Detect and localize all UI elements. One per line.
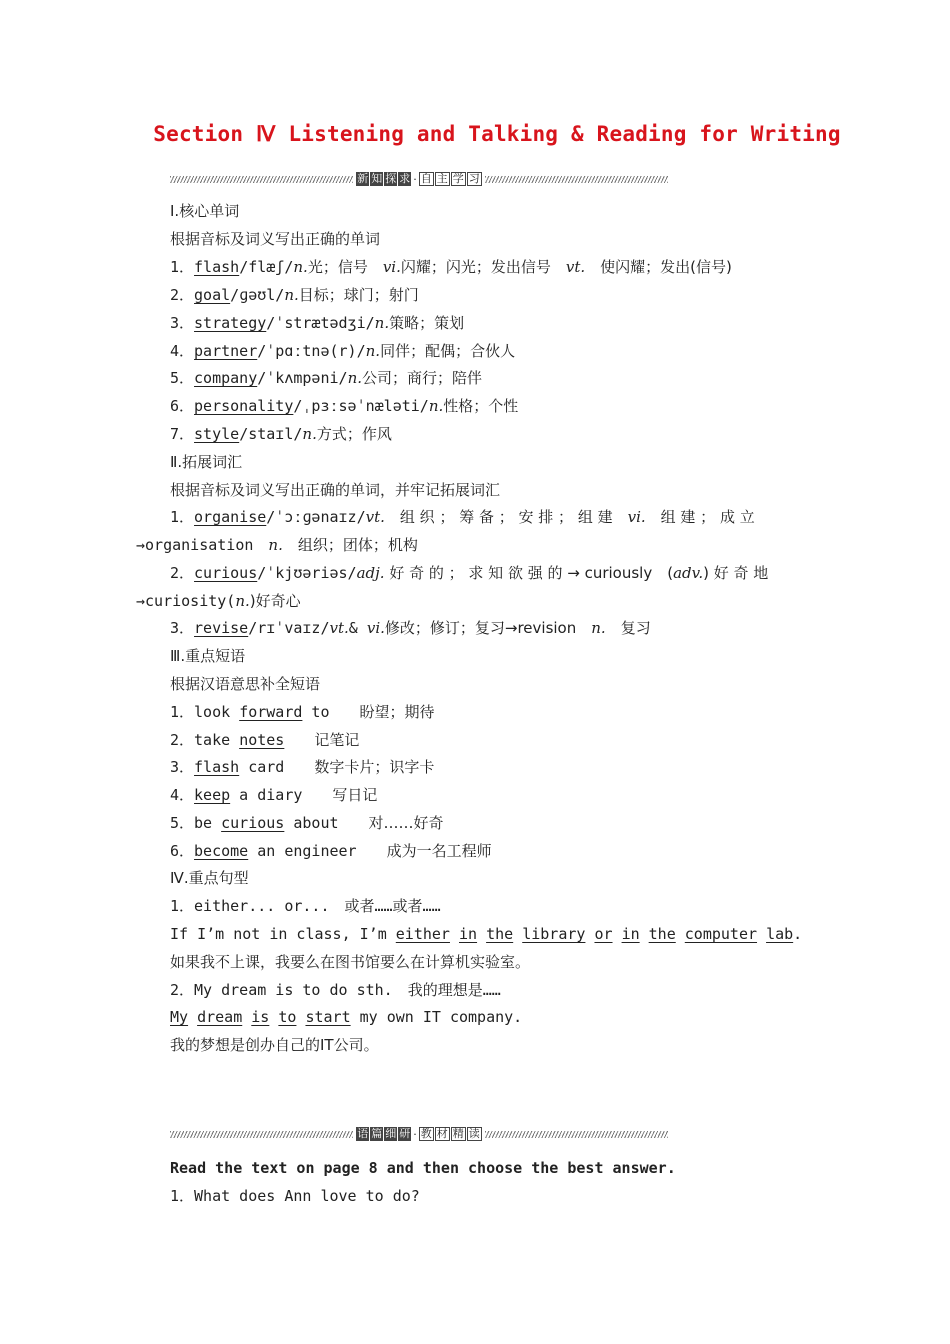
answer-word: flash xyxy=(194,758,240,776)
banner-char: 教 xyxy=(420,1127,432,1140)
example-sentence: If I’m not in class, I’m either in the library or in the computer lab. xyxy=(170,925,803,943)
answer-word: notes xyxy=(239,731,285,749)
answer-word: is xyxy=(251,1008,270,1026)
answer-word: in xyxy=(459,925,478,943)
vocab-item: 3．revise/rɪˈvaɪz/vt.& vi.修改；修订；复习→revision n. 复习 xyxy=(170,619,651,637)
sentence-pattern: 1．either... or... 或者……或者…… xyxy=(170,897,441,915)
banner-char: 习 xyxy=(468,172,480,185)
answer-word: to xyxy=(278,1008,297,1026)
translation: 我的梦想是创办自己的IT公司。 xyxy=(170,1036,379,1054)
banner-char: 篇 xyxy=(371,1127,383,1140)
vocab-item: 4．partner/ˈpɑːtnə(r)/n.同伴；配偶；合伙人 xyxy=(170,342,516,360)
phrase-item: 1．look forward to 盼望；期待 xyxy=(170,703,435,721)
answer-word: in xyxy=(621,925,640,943)
vocab-item: 1．organise/ˈɔːɡənaɪz/vt. 组 织 ； 筹 备 ； 安 排 ； 组 建 vi. 组 建 ； 成 立 xyxy=(170,508,755,526)
section-heading: Ⅰ.核心单词 xyxy=(170,202,240,220)
answer-word: or xyxy=(594,925,613,943)
banner-char: 主 xyxy=(436,172,448,185)
banner-char: 语 xyxy=(357,1127,369,1140)
sentence-pattern: 2．My dream is to do sth. 我的理想是…… xyxy=(170,981,501,999)
answer-word: dream xyxy=(197,1008,243,1026)
banner-dot: · xyxy=(413,1127,417,1141)
answer-word: start xyxy=(305,1008,351,1026)
answer-word: My xyxy=(170,1008,189,1026)
banner-char: 自 xyxy=(420,172,432,185)
phrase-item: 5．be curious about 对……好奇 xyxy=(170,814,444,832)
section-banner-self-study xyxy=(170,172,668,186)
vocab-item: 7．style/staɪl/n.方式；作风 xyxy=(170,425,392,443)
banner-char: 探 xyxy=(385,172,397,185)
banner-char: 求 xyxy=(399,172,411,185)
answer-word: style xyxy=(194,425,240,443)
banner-hatch xyxy=(170,176,353,183)
banner-char: 新 xyxy=(357,172,369,185)
example-sentence: My dream is to start my own IT company. xyxy=(170,1008,523,1026)
banner-label xyxy=(353,1127,485,1141)
instruction: 根据音标及词义写出正确的单词 xyxy=(170,230,381,248)
section-banner-text-reading xyxy=(170,1127,668,1141)
section-heading: Ⅱ.拓展词汇 xyxy=(170,453,243,471)
vocab-derivative: →curiosity(n.)好奇心 xyxy=(136,592,301,610)
answer-word: company xyxy=(194,369,258,387)
vocab-item: 6．personality/ˌpɜːsəˈnæləti/n.性格；个性 xyxy=(170,397,519,415)
answer-word: become xyxy=(194,842,249,860)
vocab-item: 1．flash/flæʃ/n.光；信号 vi.闪耀；闪光；发出信号 vt. 使闪耀；发出(信号) xyxy=(170,258,732,276)
banner-hatch xyxy=(170,1131,353,1138)
banner-char: 研 xyxy=(399,1127,411,1140)
vocab-item: 5．company/ˈkʌmpəni/n.公司；商行；陪伴 xyxy=(170,369,483,387)
answer-word: partner xyxy=(194,342,258,360)
section-heading: Ⅳ.重点句型 xyxy=(170,869,249,887)
answer-word: personality xyxy=(194,397,294,415)
vocab-item: 2．curious/ˈkjʊəriəs/adj. 好 奇 的 ； 求 知 欲 强 的 → curiously (adv.) 好 奇 地 xyxy=(170,564,769,582)
answer-word: either xyxy=(395,925,450,943)
question: 1．What does Ann love to do? xyxy=(170,1187,420,1205)
answer-word: strategy xyxy=(194,314,267,332)
banner-label xyxy=(353,172,485,186)
instruction: 根据音标及词义写出正确的单词，并牢记拓展词汇 xyxy=(170,481,501,499)
answer-word: forward xyxy=(239,703,303,721)
banner-char: 材 xyxy=(436,1127,448,1140)
section-heading: Ⅲ.重点短语 xyxy=(170,647,246,665)
banner-char: 学 xyxy=(452,172,464,185)
answer-word: library xyxy=(522,925,586,943)
answer-word: goal xyxy=(194,286,231,304)
banner-hatch xyxy=(485,176,668,183)
banner-char: 细 xyxy=(385,1127,397,1140)
answer-word: computer xyxy=(684,925,758,943)
answer-word: the xyxy=(486,925,514,943)
translation: 如果我不上课，我要么在图书馆要么在计算机实验室。 xyxy=(170,953,531,971)
answer-word: keep xyxy=(194,786,231,804)
reading-instruction: Read the text on page 8 and then choose the best answer. xyxy=(170,1159,676,1177)
vocab-item: 3．strategy/ˈstrætədʒi/n.策略；策划 xyxy=(170,314,465,332)
instruction: 根据汉语意思补全短语 xyxy=(170,675,321,693)
answer-word: revise xyxy=(194,619,249,637)
banner-char: 精 xyxy=(452,1127,464,1140)
vocab-derivative: →organisation n. 组织；团体；机构 xyxy=(136,536,418,554)
banner-dot: · xyxy=(413,172,417,186)
answer-word: organise xyxy=(194,508,267,526)
phrase-item: 4．keep a diary 写日记 xyxy=(170,786,378,804)
vocab-item: 2．goal/ɡəʊl/n.目标；球门；射门 xyxy=(170,286,419,304)
answer-word: flash xyxy=(194,258,240,276)
phrase-item: 3．flash card 数字卡片；识字卡 xyxy=(170,758,435,776)
answer-word: curious xyxy=(221,814,285,832)
phrase-item: 6．become an engineer 成为一名工程师 xyxy=(170,842,492,860)
banner-char: 知 xyxy=(371,172,383,185)
answer-word: lab xyxy=(766,925,794,943)
page-title: Section Ⅳ Listening and Talking & Reading for Writing xyxy=(153,122,841,146)
banner-hatch xyxy=(485,1131,668,1138)
answer-word: the xyxy=(648,925,676,943)
banner-char: 读 xyxy=(468,1127,480,1140)
answer-word: curious xyxy=(194,564,258,582)
phrase-item: 2．take notes 记笔记 xyxy=(170,731,360,749)
